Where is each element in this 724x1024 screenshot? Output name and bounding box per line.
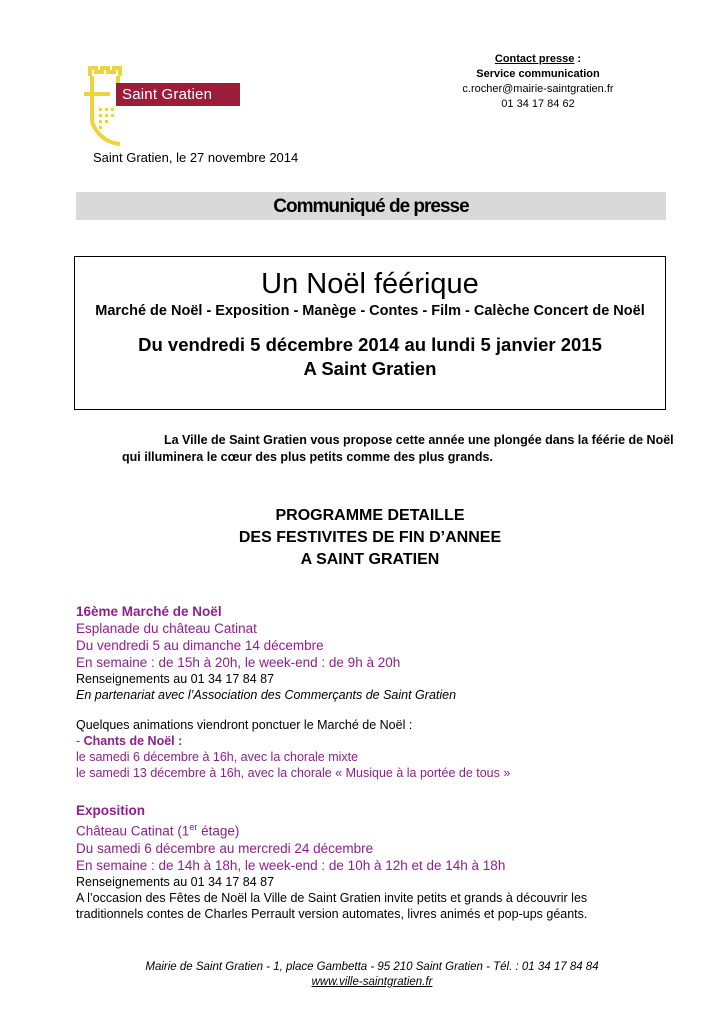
chants-title: Chants de Noël : <box>83 734 183 748</box>
marche-section <box>76 603 510 781</box>
contact-service: Service communication <box>476 68 600 80</box>
expo-place-sup: er <box>189 822 198 832</box>
programme-line-2: DES FESTIVITES DE FIN D’ANNEE <box>238 529 502 546</box>
programme-line-1: PROGRAMME DETAILLE <box>275 507 465 524</box>
marche-anim-intro: Quelques animations viendront ponctuer le Marché de Noël : <box>76 718 413 732</box>
expo-dates: Du samedi 6 décembre au mercredi 24 décembre <box>76 840 374 856</box>
marche-dates: Du vendredi 5 au dimanche 14 décembre <box>76 638 324 653</box>
marche-place: Esplanade du château Catinat <box>76 621 257 636</box>
expo-title: Exposition <box>76 803 146 818</box>
footer-address: Mairie de Saint Gratien - 1, place Gambetta - 95 210 Saint Gratien - Tél. : 01 34 17 84 84 <box>145 961 599 973</box>
tower-emblem-icon <box>80 64 250 148</box>
expo-section <box>76 802 656 922</box>
marche-title: 16ème Marché de Noël <box>76 604 222 619</box>
expo-place-a: Château Catinat (1 <box>76 823 190 839</box>
headline-box <box>74 256 666 410</box>
footer-website-link[interactable]: www.ville-saintgratien.fr <box>311 976 433 988</box>
headline-dates: Du vendredi 5 décembre 2014 au lundi 5 janvier 2015 <box>138 334 602 355</box>
footer <box>74 960 670 990</box>
expo-hours: En semaine : de 14h à 18h, le week-end : de 10h à 12h et de 14h à 18h <box>76 857 506 873</box>
expo-info: Renseignements au 01 34 17 84 87 <box>76 874 275 889</box>
expo-place-b: étage) <box>197 823 240 839</box>
programme-heading <box>74 505 666 571</box>
chants-heading <box>76 733 510 749</box>
expo-place <box>76 819 656 840</box>
intro-paragraph: La Ville de Saint Gratien vous propose cette année une plongée dans la féérie de Noël qui illuminera le cœur des plus petits comme des plus grands. <box>122 433 674 464</box>
contact-phone: 01 34 17 84 62 <box>501 98 575 110</box>
chant-item-2: le samedi 13 décembre à 16h, avec la chorale « Musique à la portée de tous » <box>76 766 511 780</box>
headline-title: Un Noël féérique <box>261 268 479 300</box>
chant-item-1: le samedi 6 décembre à 16h, avec la chorale mixte <box>76 750 359 764</box>
contact-title: Contact presse <box>494 53 575 65</box>
programme-line-3: A SAINT GRATIEN <box>300 551 440 568</box>
contact-email[interactable]: c.rocher@mairie-saintgratien.fr <box>462 83 614 95</box>
headline-subtitle: Marché de Noël - Exposition - Manège - Contes - Film - Calèche Concert de Noël <box>95 303 645 319</box>
date-line: Saint Gratien, le 27 novembre 2014 <box>93 150 299 165</box>
expo-description: A l’occasion des Fêtes de Noël la Ville de Saint Gratien invite petits et grands à découvrir les traditionnels contes de Charles Perrault version automates, livres animés et pop-ups géants. <box>76 890 588 921</box>
logo-wordmark: Saint Gratien <box>116 83 240 106</box>
marche-partner: En partenariat avec l’Association des Commerçants de Saint Gratien <box>76 688 457 702</box>
marche-info: Renseignements au 01 34 17 84 87 <box>76 672 275 686</box>
headline-place: A Saint Gratien <box>303 358 437 379</box>
press-contact <box>438 52 638 112</box>
press-release-banner: Communiqué de presse <box>76 192 666 220</box>
saint-gratien-logo <box>80 64 250 148</box>
contact-title-colon: : <box>574 53 582 65</box>
marche-hours: En semaine : de 15h à 20h, le week-end : de 9h à 20h <box>76 655 401 670</box>
chants-prefix: - <box>76 734 84 748</box>
